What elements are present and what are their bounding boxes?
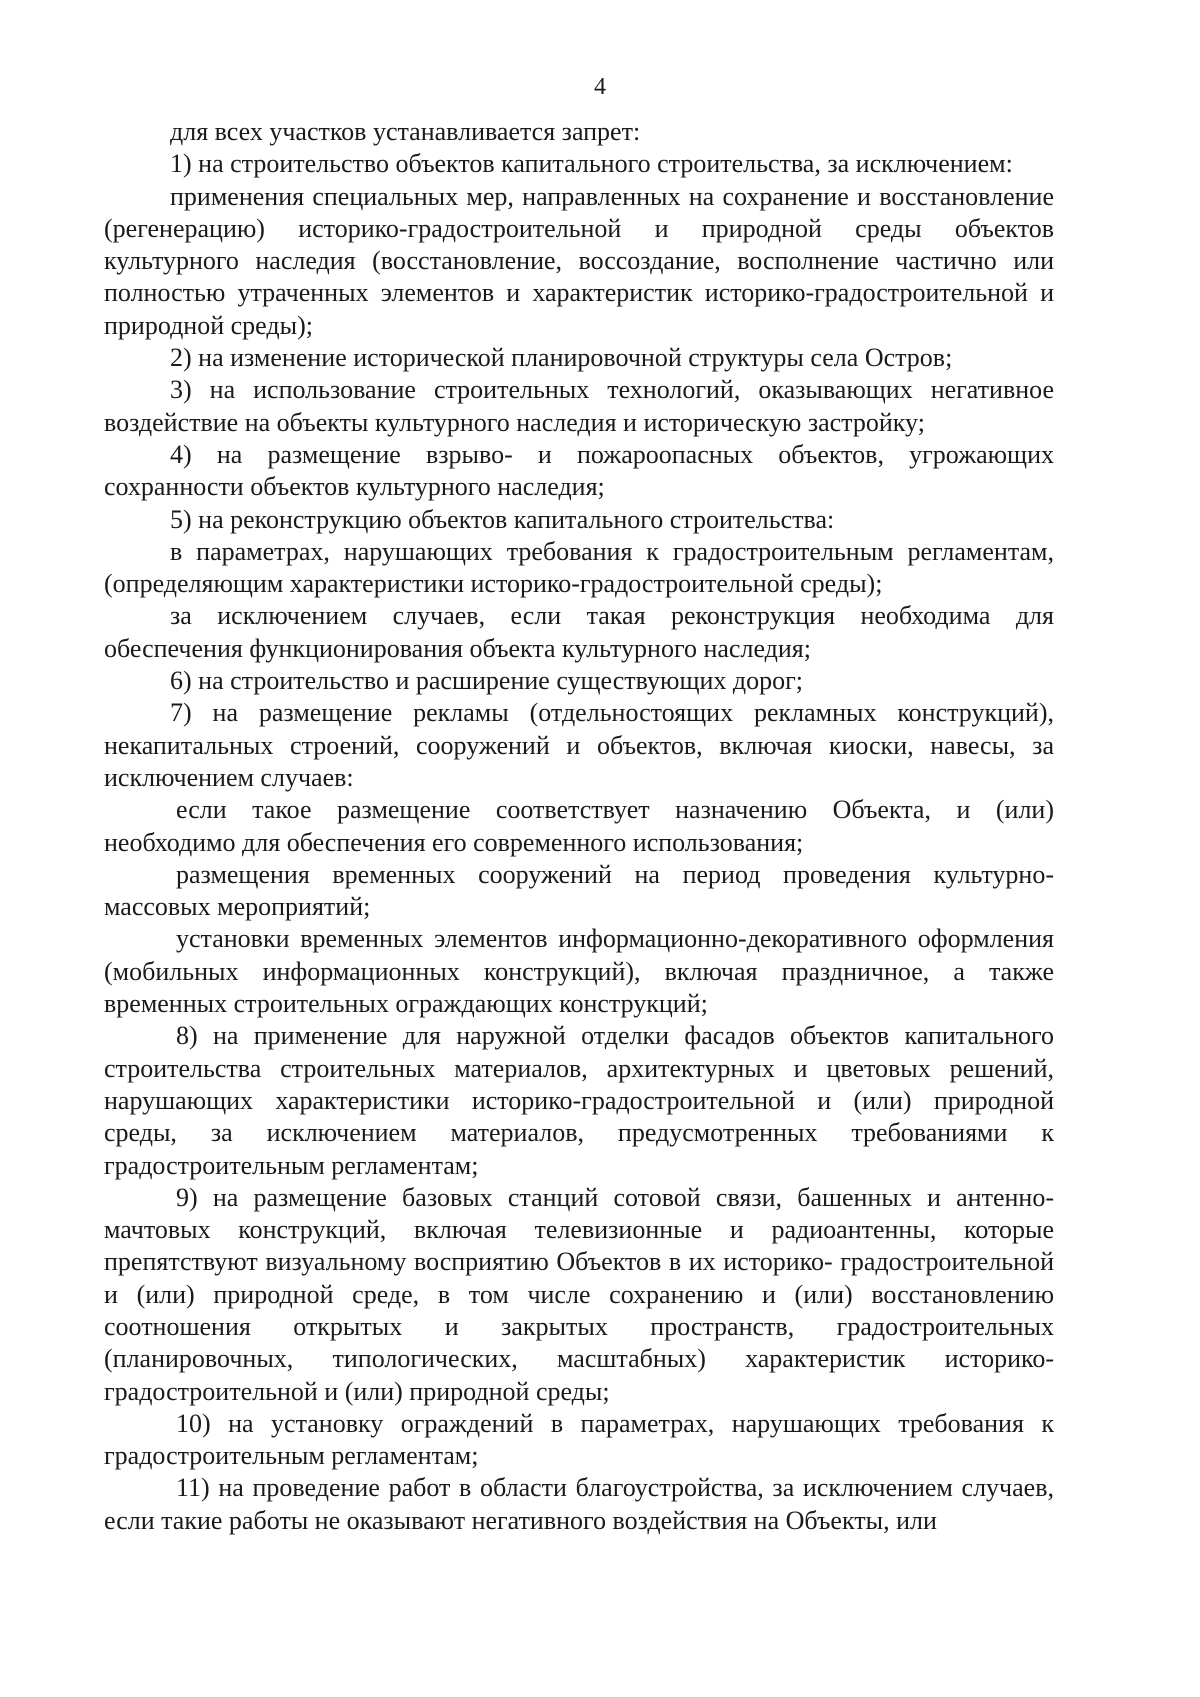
- paragraph: за исключением случаев, если такая реконструкция необходима для обеспечения функционирования объекта культурного наследия;: [104, 601, 1054, 663]
- paragraph: 3) на использование строительных технологий, оказывающих негативное воздействие на объекты культурного наследия и историческую застройку;: [104, 375, 1054, 437]
- paragraph: 7) на размещение рекламы (отдельностоящих рекламных конструкций), некапитальных строений, сооружений и объектов, включая киоски, навесы, за исключением случаев:: [104, 698, 1054, 792]
- paragraph: применения специальных мер, направленных на сохранение и восстановление (регенерацию) историко-градостроительной и природной среды объектов культурного наследия (восстановление, воссоздание, восполнение частично или полностью утраченных элементов и характеристик историко-градостроительной и природной среды);: [104, 181, 1054, 340]
- paragraph: 8) на применение для наружной отделки фасадов объектов капитального строительства строительных материалов, архитектурных и цветовых решений, нарушающих характеристики историко-градостроительной и (или) природной среды, за исключением материалов, предусмотренных требованиями к градостроительным регламентам;: [104, 1021, 1054, 1180]
- paragraph: установки временных элементов информационно-декоративного оформления (мобильных информационных конструкций), включая праздничное, а также временных строительных ограждающих конструкций;: [104, 924, 1054, 1019]
- paragraph: размещения временных сооружений на период проведения культурно-массовых мероприятий;: [104, 859, 1054, 922]
- paragraph: 2) на изменение исторической планировочной структуры села Остров;: [170, 343, 953, 373]
- paragraph: 11) на проведение работ в области благоустройства, за исключением случаев, если такие работы не оказывают негативного воздействия на Объекты, или: [104, 1473, 1054, 1535]
- paragraph: 6) на строительство и расширение существующих дорог;: [170, 666, 803, 696]
- paragraph: 4) на размещение взрыво- и пожароопасных объектов, угрожающих сохранности объектов культурного наследия;: [104, 439, 1054, 502]
- paragraph: 10) на установку ограждений в параметрах, нарушающих требования к градостроительным регламентам;: [104, 1408, 1054, 1471]
- paragraph: если такое размещение соответствует назначению Объекта, и (или) необходимо для обеспечения его современного использования;: [104, 795, 1054, 857]
- paragraph: 5) на реконструкцию объектов капитального строительства:: [170, 504, 835, 534]
- document-body: [104, 116, 1054, 1537]
- paragraph: в параметрах, нарушающих требования к градостроительным регламентам, (определяющим характеристики историко-градостроительной среды);: [104, 536, 1054, 599]
- page-number: 4: [594, 74, 606, 100]
- paragraph: 9) на размещение базовых станций сотовой связи, башенных и антенно-мачтовых конструкций, включая телевизионные и радиоантенны, которые препятствуют визуальному восприятию Объектов в их историко- градостроительной и (или) природной среде, в том числе сохранению и (или) восстановлению соотношения открытых и закрытых пространств, градостроительных (планировочных, типологических, масштабных) характеристик историко-градостроительной и (или) природной среды;: [104, 1182, 1054, 1406]
- paragraph: для всех участков устанавливается запрет:: [170, 117, 641, 146]
- paragraph: 1) на строительство объектов капитального строительства, за исключением:: [170, 149, 1013, 179]
